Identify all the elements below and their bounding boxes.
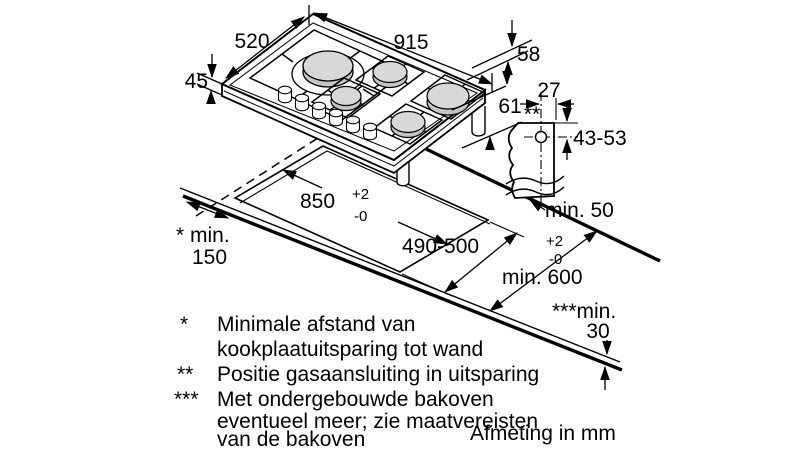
gas-ref-symbol: ** xyxy=(523,103,541,126)
hob-depth-label: 520 xyxy=(234,30,270,53)
legend-text-3c: van de bakoven xyxy=(217,428,366,450)
rear-clearance-label: min. 50 xyxy=(545,199,614,222)
legend-symbol-3: *** xyxy=(174,388,199,411)
cutout-width-label: 850 xyxy=(300,190,336,213)
install-height2-label: 61 xyxy=(498,95,522,118)
legend-text-2: Positie gasaansluiting in uitsparing xyxy=(217,363,540,386)
cutout-width-tol-minus: -0 xyxy=(354,208,368,225)
legend-text-1b: kookplaatuitsparing tot wand xyxy=(217,338,484,361)
side-clearance-label: * min. xyxy=(176,224,230,247)
worktop-depth-label: min. 600 xyxy=(502,266,583,289)
legend-text-3b: eventueel meer; zie maatvereisten xyxy=(217,410,538,433)
cutout-depth-label: 490-500 xyxy=(402,235,480,258)
cutout-ext-line-rear xyxy=(490,222,524,237)
hob-width-label: 915 xyxy=(393,31,429,54)
side-clearance-value: 150 xyxy=(192,246,228,269)
install-height1-label: 58 xyxy=(517,43,541,66)
cutout-depth-tol-plus: +2 xyxy=(546,233,564,250)
cutout-depth-tol-minus: -0 xyxy=(549,251,563,268)
legend-text-3a: Met ondergebouwde bakoven xyxy=(217,388,494,411)
edge-height-label: 45 xyxy=(184,70,208,93)
units-note: Afmeting in mm xyxy=(470,422,616,445)
legend-text-1a: Minimale afstand van xyxy=(217,313,416,336)
gas-connection-point xyxy=(536,132,547,143)
worktop-thickness-value: 30 xyxy=(586,320,610,343)
worktop-thickness-label: ***min. xyxy=(552,300,617,323)
detail-piece-outline xyxy=(509,123,554,198)
gas-offset-label: 27 xyxy=(537,79,561,102)
legend-symbol-1: * xyxy=(180,313,189,336)
gas-depth-range-label: 43-53 xyxy=(573,127,627,150)
legend-symbol-2: ** xyxy=(177,363,194,386)
dim-850-line xyxy=(283,170,322,188)
cutout-width-tol-plus: +2 xyxy=(352,186,370,203)
